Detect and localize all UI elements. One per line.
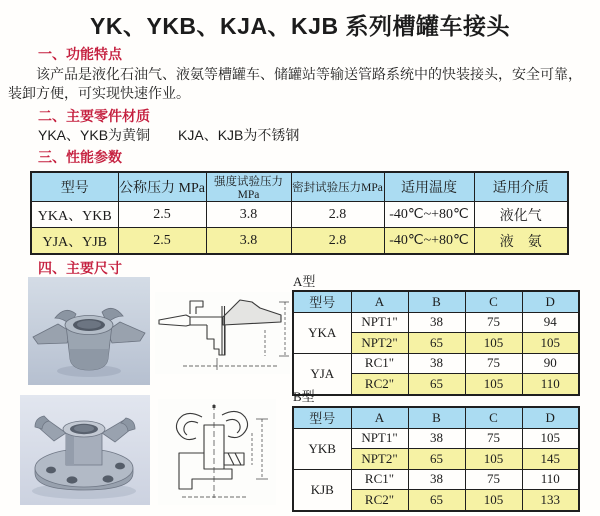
performance-header-row bbox=[31, 172, 568, 202]
perf-cell: 液化气 bbox=[474, 202, 568, 228]
dim-cell: 75 bbox=[465, 469, 522, 490]
dim-header-d: D bbox=[522, 291, 579, 312]
perf-cell: 液 氨 bbox=[474, 228, 568, 255]
performance-table bbox=[30, 171, 569, 255]
dim-cell: 38 bbox=[408, 469, 465, 490]
coupling-photo-a bbox=[28, 277, 150, 385]
dim-cell: 105 bbox=[465, 449, 522, 470]
perf-header-temperature: 适用温度 bbox=[384, 172, 474, 202]
section-heading-performance: 三、性能参数 bbox=[38, 149, 122, 165]
table-row bbox=[293, 353, 579, 374]
dim-header-b: B bbox=[408, 291, 465, 312]
dim-cell: 65 bbox=[408, 333, 465, 354]
type-a-dimension-table bbox=[292, 290, 580, 396]
dim-model-cell: YJA bbox=[293, 353, 351, 395]
perf-cell: YJA、YJB bbox=[31, 228, 118, 255]
perf-header-nominal-pressure: 公称压力 MPa bbox=[118, 172, 206, 202]
dim-cell: 105 bbox=[522, 333, 579, 354]
perf-cell: 2.5 bbox=[118, 202, 206, 228]
dim-cell: RC2" bbox=[351, 490, 408, 511]
type-b-header-row bbox=[293, 407, 579, 428]
type-b-label: B型 bbox=[293, 389, 315, 404]
coupling-drawing-b bbox=[158, 399, 276, 505]
dim-cell: 75 bbox=[465, 312, 522, 333]
dim-cell: NPT1" bbox=[351, 312, 408, 333]
coupling-photo-b bbox=[20, 395, 150, 505]
perf-cell: 2.8 bbox=[291, 228, 384, 255]
coupling-drawing-a bbox=[155, 292, 290, 374]
perf-cell: 2.8 bbox=[291, 202, 384, 228]
dim-cell: 94 bbox=[522, 312, 579, 333]
dim-header-model: 型号 bbox=[293, 407, 351, 428]
dim-header-d: D bbox=[522, 407, 579, 428]
dim-cell: 38 bbox=[408, 428, 465, 449]
table-row bbox=[293, 312, 579, 333]
section-heading-dimensions: 四、主要尺寸 bbox=[38, 260, 122, 276]
dim-cell: 65 bbox=[408, 490, 465, 511]
dim-cell: 65 bbox=[408, 374, 465, 395]
dim-cell: 75 bbox=[465, 428, 522, 449]
perf-header-model: 型号 bbox=[31, 172, 118, 202]
dim-model-cell: KJB bbox=[293, 469, 351, 511]
page-title: YK、YKB、KJA、KJB 系列槽罐车接头 bbox=[90, 13, 510, 39]
type-a-header-row bbox=[293, 291, 579, 312]
dim-cell: 110 bbox=[522, 469, 579, 490]
dim-cell: RC2" bbox=[351, 374, 408, 395]
dim-model-cell: YKA bbox=[293, 312, 351, 353]
dim-cell: 65 bbox=[408, 449, 465, 470]
dim-cell: 133 bbox=[522, 490, 579, 511]
dim-header-c: C bbox=[465, 291, 522, 312]
table-row bbox=[293, 469, 579, 490]
perf-cell: 3.8 bbox=[206, 228, 291, 255]
dim-header-a: A bbox=[351, 291, 408, 312]
dim-header-a: A bbox=[351, 407, 408, 428]
type-a-label: A型 bbox=[293, 274, 316, 289]
dim-cell: 38 bbox=[408, 353, 465, 374]
dim-cell: 75 bbox=[465, 353, 522, 374]
table-row bbox=[31, 202, 568, 228]
dim-cell: 105 bbox=[465, 374, 522, 395]
dim-header-c: C bbox=[465, 407, 522, 428]
materials-line: YKA、YKB为黄铜 KJA、KJB为不锈钢 bbox=[38, 127, 300, 143]
dim-cell: 110 bbox=[522, 374, 579, 395]
dim-header-model: 型号 bbox=[293, 291, 351, 312]
section-heading-features: 一、功能特点 bbox=[38, 46, 122, 62]
dimensions-section bbox=[0, 268, 600, 516]
section-heading-materials: 二、主要零件材质 bbox=[38, 108, 150, 124]
dim-cell: 105 bbox=[465, 490, 522, 511]
perf-cell: -40℃~+80℃ bbox=[384, 228, 474, 255]
dim-cell: NPT2" bbox=[351, 333, 408, 354]
dim-cell: RC1" bbox=[351, 353, 408, 374]
dim-cell: 145 bbox=[522, 449, 579, 470]
dim-cell: NPT2" bbox=[351, 449, 408, 470]
table-row bbox=[31, 228, 568, 255]
features-paragraph: 该产品是液化石油气、液氨等槽罐车、储罐站等输送管路系统中的快装接头，安全可靠，装卸方便，可实现快速作业。 bbox=[8, 66, 582, 101]
perf-header-medium: 适用介质 bbox=[474, 172, 568, 202]
perf-cell: YKA、YKB bbox=[31, 202, 118, 228]
perf-cell: 2.5 bbox=[118, 228, 206, 255]
perf-cell: -40℃~+80℃ bbox=[384, 202, 474, 228]
type-b-dimension-table bbox=[292, 406, 580, 512]
table-row bbox=[293, 428, 579, 449]
perf-header-seal-test: 密封试验压力MPa bbox=[291, 172, 384, 202]
perf-header-strength-test: 强度试验压力MPa bbox=[206, 172, 291, 202]
dim-cell: 38 bbox=[408, 312, 465, 333]
dim-cell: 90 bbox=[522, 353, 579, 374]
dim-cell: NPT1" bbox=[351, 428, 408, 449]
dim-model-cell: YKB bbox=[293, 428, 351, 469]
dim-cell: 105 bbox=[465, 333, 522, 354]
dim-cell: RC1" bbox=[351, 469, 408, 490]
perf-cell: 3.8 bbox=[206, 202, 291, 228]
dim-cell: 105 bbox=[522, 428, 579, 449]
dim-header-b: B bbox=[408, 407, 465, 428]
